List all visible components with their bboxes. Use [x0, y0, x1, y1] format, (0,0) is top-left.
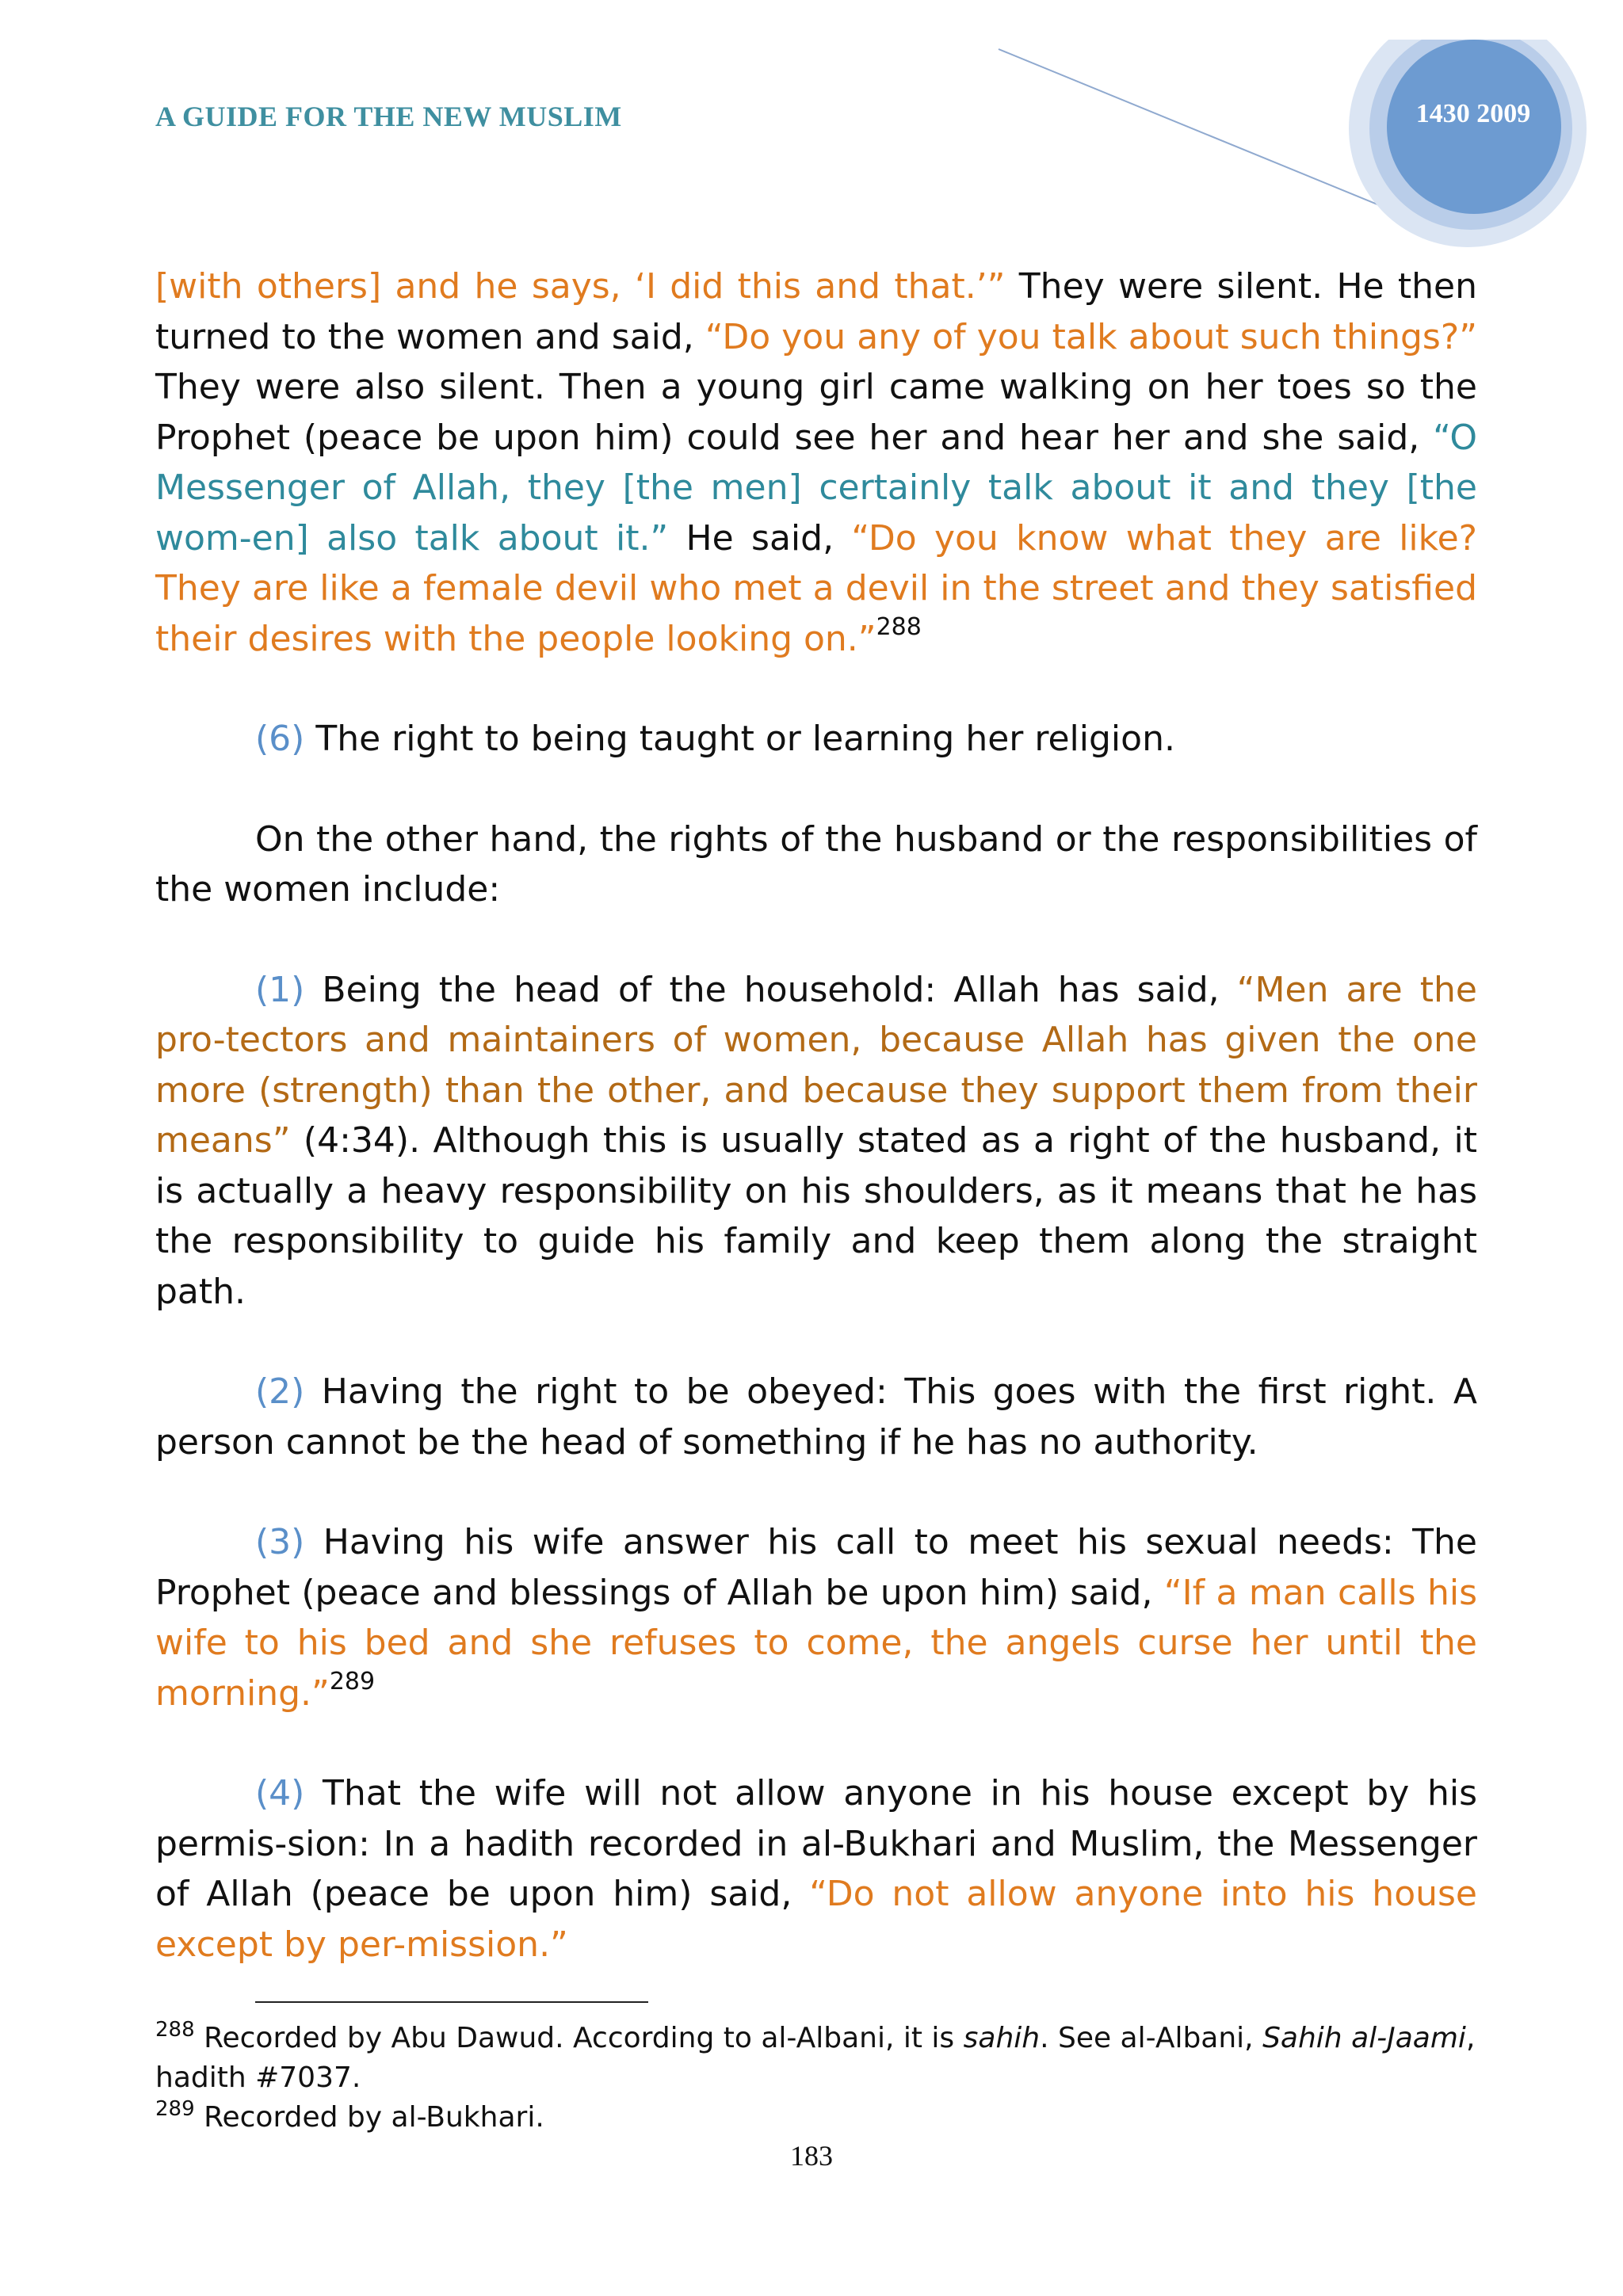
text: He said, [668, 517, 852, 559]
footnote-ref-288[interactable]: 288 [876, 612, 922, 641]
text-italic: sahih [963, 2022, 1041, 2054]
footnote-separator [255, 2001, 648, 2003]
list-number: (6) [255, 719, 305, 759]
text: The right to being taught or learning her religion. [304, 719, 1175, 759]
text: They were silent. He then turned to the women and said, [155, 266, 1478, 357]
list-number: (2) [255, 1371, 305, 1412]
paragraph-right-6 [155, 714, 1477, 765]
text: , hadith #7037. [155, 2022, 1476, 2094]
text: . See al-Albani, [1040, 2022, 1263, 2054]
quran-quote: “Men are the pro-tectors and maintainers of women, because Allah has given the one more (strength) than the other, and because they support them from their means” [155, 969, 1477, 1161]
paragraph-hadith-continuation [155, 261, 1477, 664]
text: That the wife will not allow anyone in his house except by his permis-sion: In a hadith recorded in al-Bukhari and Muslim, the Messenger of Allah (peace be upon him) said, [155, 1773, 1477, 1914]
quote: “O Messenger of Allah, they [the men] certainly talk about it and they [the wom-en] also talk about it.” [155, 417, 1477, 559]
text: Having his wife answer his call to meet his sexual needs: The Prophet (peace and blessings of Allah be upon him) said, [155, 1522, 1477, 1613]
text: Recorded by al-Bukhari. [194, 2101, 544, 2134]
body-text [155, 261, 1477, 1970]
footnote-mark: 289 [155, 2097, 195, 2121]
quote: “If a man calls his wife to his bed and she refuses to come, the angels curse her until the morning.” [155, 1572, 1477, 1714]
text: They were also silent. Then a young girl came walking on her toes so the Prophet (peace be upon him) could see her and hear her and she said, [155, 367, 1477, 458]
quote: “Do you know what they are like? They are like a female devil who met a devil in the street and they satisfied their desires with the people looking on.” [155, 517, 1477, 659]
paragraph-husband-rights-intro [155, 814, 1477, 915]
paragraph-right-3 [155, 1517, 1477, 1718]
footnote-289 [155, 2098, 1477, 2138]
paragraph-right-2 [155, 1367, 1477, 1467]
list-number: (3) [255, 1522, 305, 1562]
text: Having the right to be obeyed: This goes with the first right. A person cannot be the head of something if he has no authority. [155, 1371, 1477, 1463]
list-number: (4) [255, 1773, 305, 1814]
paragraph-right-4 [155, 1768, 1477, 1970]
text: Being the head of the household: Allah has said, [304, 969, 1237, 1010]
text: (4:34). Although this is usually stated as a right of the husband, it is actually a heavy responsibility on his shoulders, as it means that he has the responsibility to guide his family and keep them along the straight path. [155, 1120, 1477, 1312]
header-decoration [983, 40, 1623, 277]
running-title: A GUIDE FOR THE NEW MUSLIM [155, 101, 622, 132]
quote: [with others] and he says, ‘I did this and that.’” [155, 266, 1006, 307]
quote: “Do you any of you talk about such things?” [705, 316, 1478, 357]
quote: “Do not allow anyone into his house except by per-mission.” [155, 1874, 1477, 1965]
page-number: 183 [790, 2140, 833, 2172]
footnote-288 [155, 2019, 1477, 2098]
list-number: (1) [255, 969, 305, 1010]
header-year: 1430 2009 [1415, 99, 1531, 128]
text: Recorded by Abu Dawud. According to al-Albani, it is [194, 2022, 964, 2054]
text: On the other hand, the rights of the husband or the responsibilities of the women include: [155, 818, 1477, 910]
footnote-ref-289[interactable]: 289 [329, 1667, 376, 1695]
footnotes [155, 2019, 1477, 2138]
paragraph-right-1 [155, 965, 1477, 1318]
footnote-mark: 288 [155, 2018, 195, 2042]
text-italic: Sahih al-Jaami [1262, 2022, 1466, 2054]
